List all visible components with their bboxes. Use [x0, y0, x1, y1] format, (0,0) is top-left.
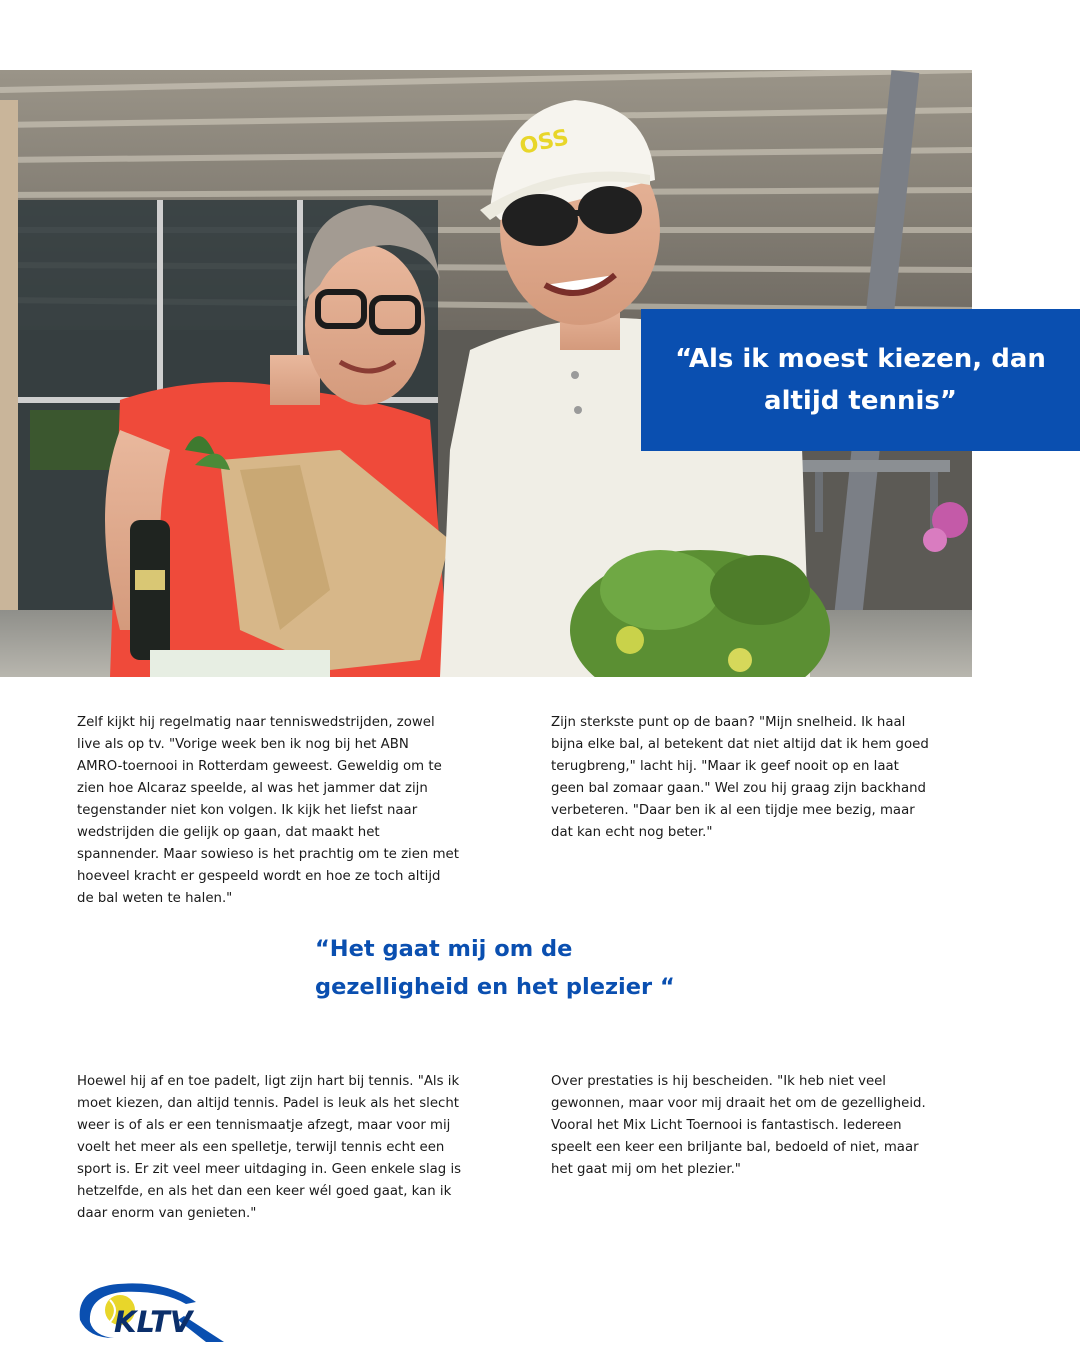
- kltv-tennis-ball-logo-icon: [74, 1276, 230, 1342]
- hero-quote: “Als ik moest kiezen, dan altijd tennis”: [675, 344, 1046, 416]
- paragraph-2: Zijn sterkste punt op de baan? "Mijn snelheid. Ik haal bijna elke bal, al betekent dat niet altijd dat ik hem goed terugbreng," lacht hij. "Maar ik geef nooit op en laat geen bal zomaar gaan." Wel zou hij graag zijn backhand verbeteren. "Daar ben ik al een tijdje mee bezig, maar dat kan echt nog beter.": [551, 715, 929, 840]
- paragraph-4: Over prestaties is hij bescheiden. "Ik heb niet veel gewonnen, maar voor mij draait het om de gezelligheid. Vooral het Mix Licht Toernooi is fantastisch. Iedereen speelt een keer een briljante bal, bedoeld of niet, maar het gaat mij om het plezier.": [551, 1074, 926, 1177]
- svg-text:OSS: OSS: [517, 125, 572, 160]
- paragraph-1: Zelf kijkt hij regelmatig naar tenniswedstrijden, zowel live als op tv. "Vorige week ben ik nog bij het ABN AMRO-toernooi in Rotterdam geweest. Geweldig om te zien hoe Alcaraz speelde, al was het jammer dat zijn tegenstander niet kon volgen. Ik kijk het liefst naar wedstrijden die gelijk op gaan, dat maakt het spannender. Maar sowieso is het prachtig om te zien met hoeveel kracht er gespeeld wordt en hoe ze toch altijd de bal weten te halen.": [77, 715, 459, 906]
- logo-text: KLTV: [114, 1305, 193, 1339]
- pull-quote: “Het gaat mij om de gezelligheid en het plezier “: [315, 936, 675, 1000]
- paragraph-3: Hoewel hij af en toe padelt, ligt zijn hart bij tennis. "Als ik moet kiezen, dan altijd tennis. Padel is leuk als het slecht weer is of als er een tennismaatje afzegt, maar voor mij voelt het meer als een spelletje, terwijl tennis echt een sport is. Er zit veel meer uitdaging in. Geen enkele slag is hetzelfde, en als het dan een keer wél goed gaat, kan ik daar enorm van genieten.": [77, 1074, 462, 1221]
- kltv-logo: [74, 1276, 230, 1342]
- hero-quote-box: [641, 309, 1080, 451]
